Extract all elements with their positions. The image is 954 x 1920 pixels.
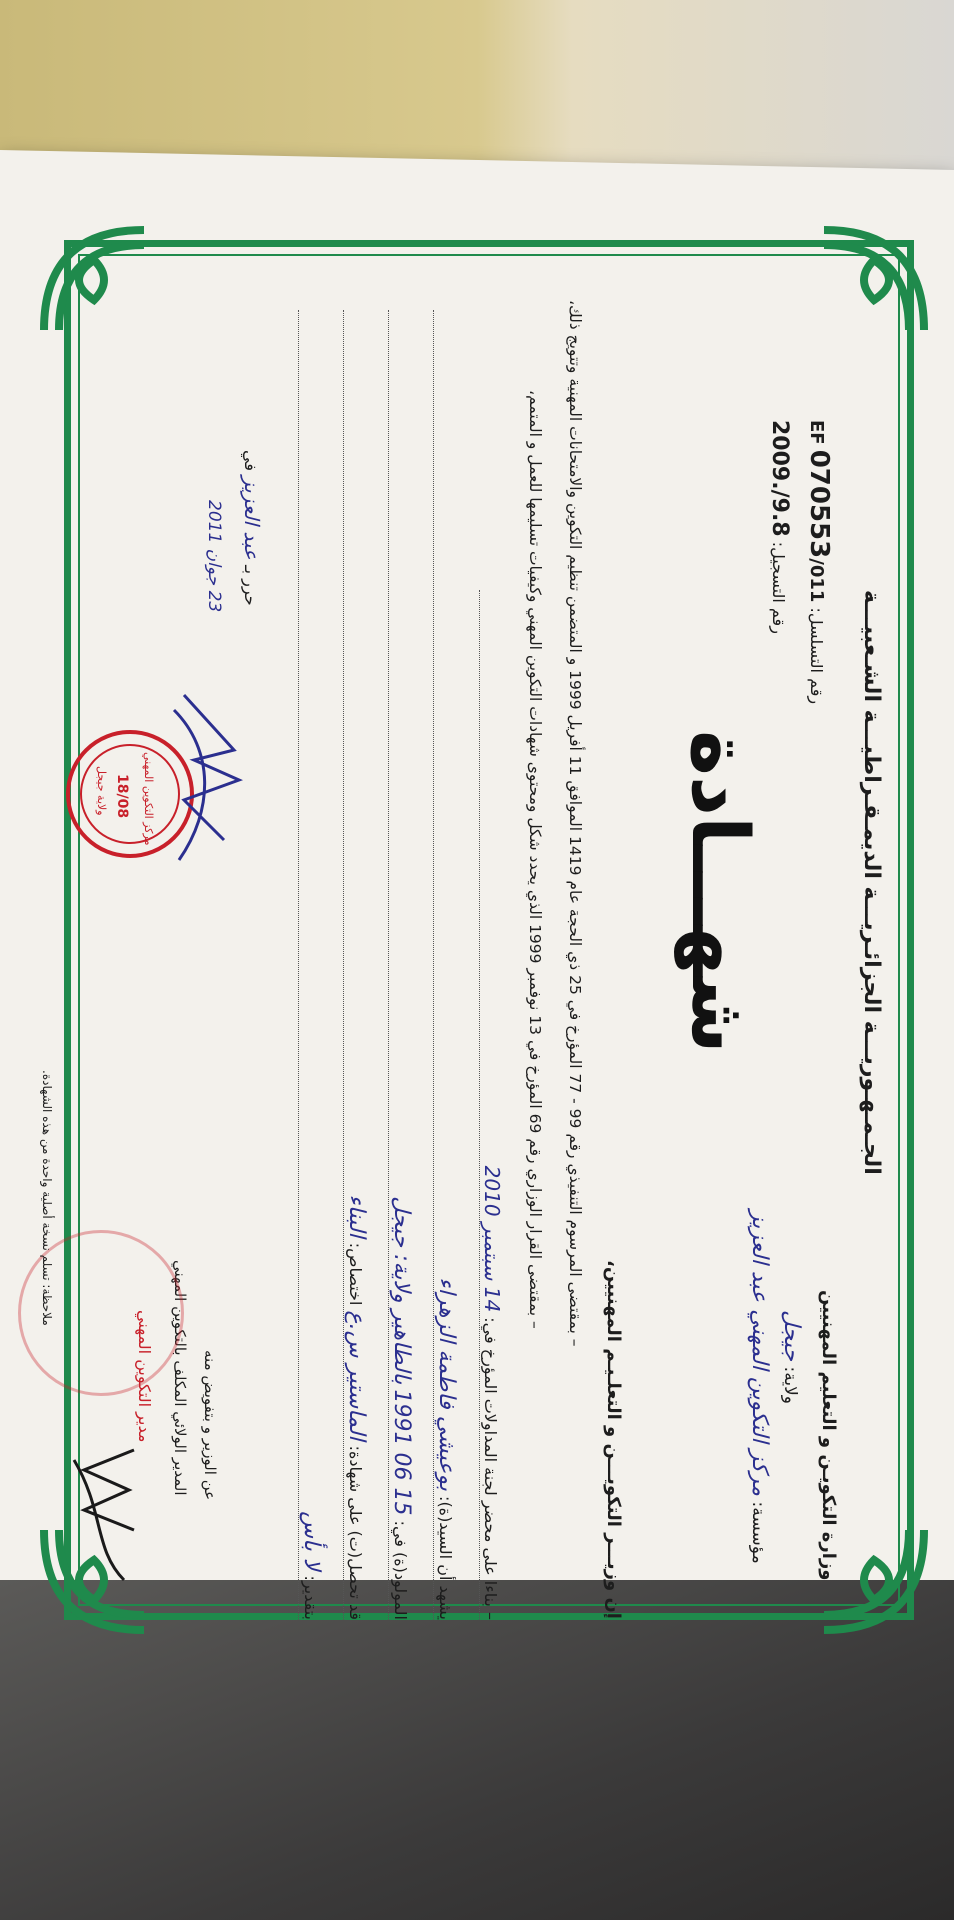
issue-line	[240, 450, 264, 606]
decision-line: – بمقتضى القرار الوزاري رقم 69 المؤرخ في 13 نوفمبر 1999 الذي يحدد شكل ومحتوى شهادات التكوين المهني وكيفيات تسليمها للعمل و المتمم،	[526, 390, 544, 1329]
director-line: المدير الولائي المكلف بالتكوين المهني	[171, 1260, 189, 1496]
republic-heading: الجـمـهـوريـــة الجزائـريـــة الديمـقـراطيـــة الشـعبيـــة	[859, 590, 884, 1175]
birth-label: المولود(ة) في:	[391, 1520, 410, 1620]
registration-value: 9.8/.2009	[767, 420, 792, 537]
holder-label: يشهد أن السيد(ة):	[436, 1496, 455, 1620]
serial-label: رقم التسلسل:	[807, 607, 826, 705]
grade-label: بتقدير:	[301, 1575, 320, 1620]
grade-line	[298, 310, 324, 1620]
holder-name: بوعيشي فاطمة الزهراء	[434, 1277, 459, 1491]
certificate	[0, 170, 954, 1650]
signature-right-icon	[64, 1440, 154, 1590]
birth-date: 15 06 1991	[389, 1389, 414, 1516]
specialty-value: البناء	[344, 1194, 369, 1238]
certificate-title: شهـــادة	[674, 730, 764, 1054]
grade-value: لا بأس	[299, 1511, 324, 1571]
serial-value: 011/EF	[806, 420, 827, 603]
director-stamp-text: مدير التكوين المهني	[135, 1310, 154, 1443]
deliberation-label: – بناءا على محضر لجنة المداولات المؤرخ في:	[481, 1317, 500, 1620]
institution-value: مركز التكوين المهني عبد العزيز	[747, 1210, 772, 1497]
wilaya-row	[779, 1310, 804, 1404]
issue-date: 23 جوان 2011	[204, 500, 224, 613]
ministry-heading: وزارة التكويـن و التعليم المهنيين	[818, 1290, 839, 1581]
institution-label: مؤسسة:	[748, 1501, 768, 1564]
stamp-city: ولاية جيجل	[95, 766, 108, 816]
registration-label: رقم التسجيل:	[769, 541, 788, 634]
registration-row	[767, 420, 792, 634]
made-in-value: عبد العزيز	[240, 476, 264, 560]
stamp-number: 18/08	[114, 774, 130, 819]
corner-ornament-icon	[34, 220, 154, 340]
signature-left-icon	[164, 690, 254, 870]
made-in-label: حرر بـ	[241, 564, 260, 606]
date-label: في	[241, 450, 260, 471]
birth-place: بالطاهير ولاية: جيجل	[389, 1196, 414, 1385]
birth-line	[388, 310, 414, 1620]
decree-line: – بمقتضى المرسوم التنفيذي رقم 99 - 77 المؤرخ في 25 ذي الحجة عام 1419 الموافق 11 أفريل 1999 و المتضمن تنظيم التكوين والامتحانات المهنية وتتويج ذلك،	[566, 300, 584, 1347]
deliberation-line	[479, 590, 504, 1620]
corner-ornament-icon	[814, 220, 934, 340]
diploma-label: قد تحصل(ت) على شهادة:	[346, 1445, 365, 1620]
minister-delegate-line: عن الوزير و بتفويض منه	[201, 1350, 219, 1501]
holder-line	[433, 310, 459, 1620]
wilaya-label: ولاية:	[780, 1366, 800, 1404]
background-top	[0, 0, 954, 170]
diploma-line	[343, 310, 369, 1620]
specialty-label: اختصاص:	[346, 1242, 365, 1306]
serial-number: 070553	[804, 449, 834, 559]
institution-row	[747, 1210, 772, 1564]
serial-row	[804, 420, 834, 704]
deliberation-date: 14 سبتمبر 2010	[480, 1165, 504, 1313]
footer-note: ملاحظة: تسلم نسخة أصلية واحدة من هذه الشهادة.	[40, 1070, 54, 1326]
stamp-inner-text: مركز التكوين المهني	[142, 752, 155, 846]
intro-line: إن وزيـــر التكويـــن و التعلـيـم المهنيين،	[603, 1260, 624, 1619]
wilaya-value: جيجل	[779, 1310, 804, 1362]
diploma-value: الماستير س.ع	[344, 1310, 369, 1441]
